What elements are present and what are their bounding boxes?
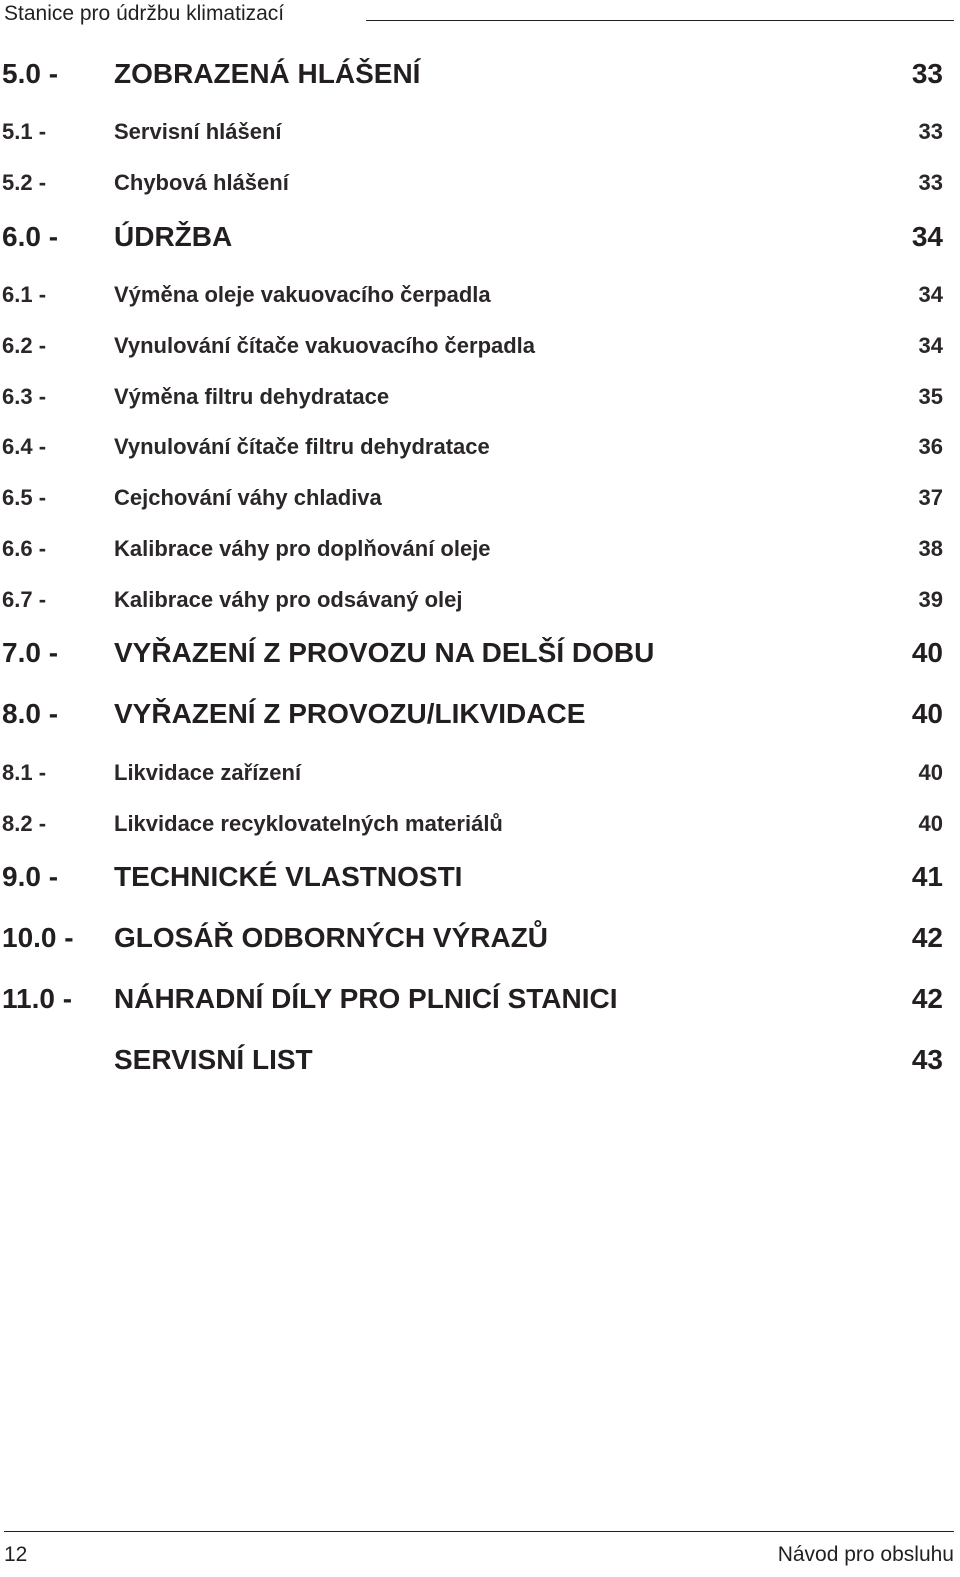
toc-entry-number: 6.7 -	[2, 587, 47, 612]
toc-entry-page: 37	[918, 485, 943, 510]
toc-entry-page: 34	[918, 333, 943, 358]
footer-page-number: 12	[4, 1543, 28, 1566]
toc-entry-title: Likvidace zařízení	[114, 760, 302, 785]
toc-entry-number: 6.0 -	[2, 221, 59, 252]
toc-entry[interactable]	[0, 637, 960, 669]
toc-entry-number: 7.0 -	[2, 637, 59, 668]
toc-entry-title: Cejchování váhy chladiva	[114, 485, 382, 510]
toc-entry-title: Výměna oleje vakuovacího čerpadla	[114, 282, 491, 307]
toc-entry[interactable]	[0, 698, 960, 730]
toc-entry-title: ÚDRŽBA	[114, 221, 233, 252]
header-title: Stanice pro údržbu klimatizací	[4, 2, 288, 26]
toc-entry-title: Kalibrace váhy pro odsávaný olej	[114, 587, 463, 612]
toc-entry-number: 9.0 -	[2, 861, 59, 892]
toc-entry-page: 34	[911, 221, 943, 252]
toc-entry-title: SERVISNÍ LIST	[114, 1044, 313, 1075]
toc-entry[interactable]	[0, 282, 960, 308]
toc-entry-page: 34	[918, 282, 943, 307]
toc-entry-number: 5.2 -	[2, 170, 47, 195]
toc-entry-page: 33	[911, 58, 943, 89]
toc-entry[interactable]	[0, 922, 960, 954]
toc-entry-number: 5.1 -	[2, 119, 47, 144]
toc-entry-title: ZOBRAZENÁ HLÁŠENÍ	[114, 58, 421, 89]
toc-entry-title: Likvidace recyklovatelných materiálů	[114, 811, 503, 836]
toc-entry[interactable]	[0, 1044, 960, 1076]
toc-entry-number: 6.1 -	[2, 282, 47, 307]
toc-entry[interactable]	[0, 434, 960, 460]
toc-entry-page: 41	[911, 861, 943, 892]
toc-entry-title: Kalibrace váhy pro doplňování oleje	[114, 536, 491, 561]
toc-entry-page: 40	[918, 760, 943, 785]
toc-entry[interactable]	[0, 170, 960, 196]
toc-entry-title: TECHNICKÉ VLASTNOSTI	[114, 861, 463, 892]
toc-entry-page: 39	[918, 587, 943, 612]
toc-entry-number: 8.1 -	[2, 760, 47, 785]
toc-entry-number: 8.2 -	[2, 811, 47, 836]
toc-entry-page: 42	[911, 983, 943, 1014]
toc-entry[interactable]	[0, 760, 960, 786]
toc-entry-page: 40	[918, 811, 943, 836]
toc-entry-number: 6.4 -	[2, 434, 47, 459]
toc-entry-title: GLOSÁŘ ODBORNÝCH VÝRAZŮ	[114, 922, 549, 953]
toc-entry-page: 36	[918, 434, 943, 459]
toc-entry-number: 11.0 -	[2, 983, 73, 1014]
footer-document-name: Návod pro obsluhu	[777, 1543, 954, 1566]
toc-entry-page: 33	[918, 119, 943, 144]
toc-entry-title: NÁHRADNÍ DÍLY PRO PLNICÍ STANICI	[114, 983, 618, 1014]
toc-entry[interactable]	[0, 221, 960, 253]
toc-entry-title: Vynulování čítače filtru dehydratace	[114, 434, 490, 459]
toc-entry-number: 6.5 -	[2, 485, 47, 510]
toc-entry-number: 10.0 -	[2, 922, 74, 953]
toc-entry-number: 5.0 -	[2, 58, 59, 89]
toc-entry-page: 40	[911, 698, 943, 729]
toc-entry[interactable]	[0, 587, 960, 613]
toc-entry-title: VYŘAZENÍ Z PROVOZU NA DELŠÍ DOBU	[114, 637, 655, 668]
toc-entry-title: Vynulování čítače vakuovacího čerpadla	[114, 333, 536, 358]
toc-entry-number: 6.3 -	[2, 384, 47, 409]
toc-entry-title: Chybová hlášení	[114, 170, 289, 195]
toc-entry-page: 35	[918, 384, 943, 409]
toc-entry[interactable]	[0, 811, 960, 837]
toc-entry[interactable]	[0, 58, 960, 90]
footer-rule	[4, 1531, 954, 1532]
toc-entry-number: 8.0 -	[2, 698, 59, 729]
page-footer	[4, 1528, 954, 1573]
toc-entry[interactable]	[0, 119, 960, 145]
toc-entry[interactable]	[0, 333, 960, 359]
toc-entry-title: Servisní hlášení	[114, 119, 282, 144]
toc-entry[interactable]	[0, 536, 960, 562]
toc-entry-number: 6.2 -	[2, 333, 47, 358]
toc-entry-page: 42	[911, 922, 943, 953]
toc-entry[interactable]	[0, 485, 960, 511]
toc-entry-title: VYŘAZENÍ Z PROVOZU/LIKVIDACE	[114, 698, 586, 729]
toc-entry[interactable]	[0, 861, 960, 893]
toc-entry[interactable]	[0, 384, 960, 410]
toc-entry[interactable]	[0, 983, 960, 1015]
toc-entry-number: 6.6 -	[2, 536, 47, 561]
toc-entry-title: Výměna filtru dehydratace	[114, 384, 390, 409]
toc-entry-page: 43	[911, 1044, 943, 1075]
toc-entry-page: 38	[918, 536, 943, 561]
toc-entry-page: 33	[918, 170, 943, 195]
toc-entry-page: 40	[911, 637, 943, 668]
